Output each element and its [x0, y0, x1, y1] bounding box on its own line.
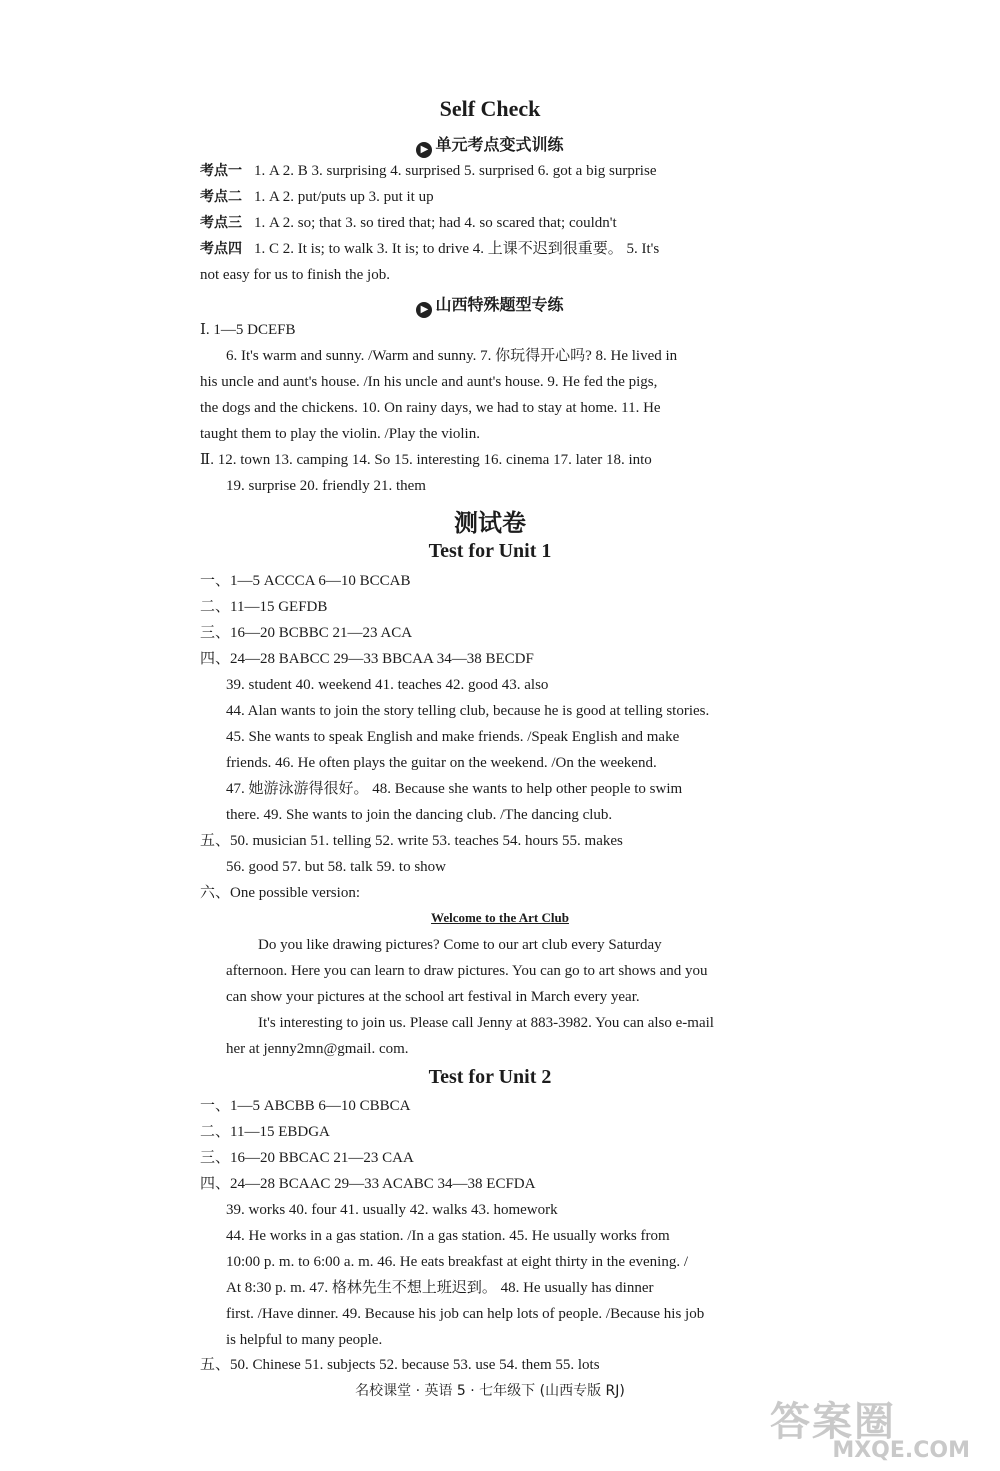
section-unit-points-heading — [0, 132, 980, 158]
essay-line-5: her at jenny2mn@gmail. com. — [226, 1041, 409, 1057]
u2-line-8: At 8:30 p. m. 47. 格林先生不想上班迟到。 48. He usually has dinner — [226, 1280, 654, 1296]
u2-line-7: 10:00 p. m. to 6:00 a. m. 46. He eats breakfast at eight thirty in the evening. / — [226, 1254, 688, 1270]
s2-line-2: 6. It's warm and sunny. /Warm and sunny. 7. 你玩得开心吗? 8. He lived in — [226, 348, 678, 364]
u1-line-3: 三、16—20 BCBBC 21—23 ACA — [200, 625, 413, 641]
u1-line-11: 五、50. musician 51. telling 52. write 53. teaches 54. hours 55. makes — [200, 833, 623, 849]
s2-line-4: the dogs and the chickens. 10. On rainy days, we had to stay at home. 11. He — [200, 400, 661, 416]
watermark-logo: 答案圈 — [770, 1399, 896, 1445]
u2-line-5: 39. works 40. four 41. usually 42. walks 43. homework — [226, 1202, 558, 1218]
u1-line-8: friends. 46. He often plays the guitar on the weekend. /On the weekend. — [226, 755, 657, 771]
kd4-label: 考点四 — [200, 241, 242, 257]
u1-line-2: 二、11—15 GEFDB — [200, 599, 328, 615]
u2-line-6: 44. He works in a gas station. /In a gas station. 45. He usually works from — [226, 1228, 670, 1244]
play-arrow-icon: ▶ — [416, 302, 432, 318]
unit1-title: Test for Unit 1 — [428, 540, 552, 562]
u2-line-4: 四、24—28 BCAAC 29—33 ACABC 34—38 ECFDA — [200, 1176, 536, 1192]
watermark-url: MXQE.COM — [832, 1438, 970, 1463]
section-shanxi-label: 山西特殊题型专练 — [435, 295, 564, 314]
u2-line-2: 二、11—15 EBDGA — [200, 1124, 330, 1140]
test-paper-title: 测试卷 — [454, 509, 526, 537]
kd2-text: 1. A 2. put/puts up 3. put it up — [254, 189, 434, 205]
u1-line-7: 45. She wants to speak English and make friends. /Speak English and make — [226, 729, 680, 745]
u2-line-1: 一、1—5 ABCBB 6—10 CBBCA — [200, 1098, 411, 1114]
essay-title: Welcome to the Art Club — [431, 910, 569, 925]
u1-line-4: 四、24—28 BABCC 29—33 BBCAA 34—38 BECDF — [200, 651, 534, 667]
u2-line-9: first. /Have dinner. 49. Because his job can help lots of people. /Because his job — [226, 1306, 705, 1322]
kd2-row — [200, 187, 434, 207]
kd1-text: 1. A 2. B 3. surprising 4. surprised 5. surprised 6. got a big surprise — [254, 163, 657, 179]
kd3-row — [200, 213, 617, 233]
essay-line-4: It's interesting to join us. Please call Jenny at 883-3982. You can also e-mail — [258, 1015, 714, 1031]
kd3-text: 1. A 2. so; that 3. so tired that; had 4. so scared that; couldn't — [254, 215, 617, 231]
s2-line-3: his uncle and aunt's house. /In his uncle and aunt's house. 9. He fed the pigs, — [200, 374, 658, 390]
u1-line-5: 39. student 40. weekend 41. teaches 42. good 43. also — [226, 677, 549, 693]
s2-line-1: Ⅰ. 1—5 DCEFB — [200, 322, 296, 338]
kd4-text-cont: not easy for us to finish the job. — [200, 267, 390, 283]
kd1-row — [200, 161, 656, 181]
self-check-title: Self Check — [439, 96, 541, 121]
kd2-label: 考点二 — [200, 189, 242, 205]
u2-line-11: 五、50. Chinese 51. subjects 52. because 53. use 54. them 55. lots — [200, 1357, 600, 1373]
u1-line-13: 六、One possible version: — [200, 885, 360, 901]
s2-line-5: taught them to play the violin. /Play the violin. — [200, 426, 480, 442]
s2-line-7: 19. surprise 20. friendly 21. them — [226, 478, 426, 494]
u2-line-10: is helpful to many people. — [226, 1332, 383, 1348]
s2-line-6: Ⅱ. 12. town 13. camping 14. So 15. interesting 16. cinema 17. later 18. into — [200, 452, 652, 468]
essay-line-1: Do you like drawing pictures? Come to our art club every Saturday — [258, 937, 662, 953]
section-unit-points-label: 单元考点变式训练 — [435, 135, 564, 154]
u1-line-10: there. 49. She wants to join the dancing club. /The dancing club. — [226, 807, 613, 823]
u1-line-6: 44. Alan wants to join the story telling club, because he is good at telling stories. — [226, 703, 710, 719]
kd4-text: 1. C 2. It is; to walk 3. It is; to drive 4. 上课不迟到很重要。 5. It's — [254, 241, 660, 257]
essay-line-2: afternoon. Here you can learn to draw pictures. You can go to art shows and you — [226, 963, 708, 979]
kd4-row — [200, 239, 659, 259]
essay-line-3: can show your pictures at the school art festival in March every year. — [226, 989, 640, 1005]
unit2-title: Test for Unit 2 — [428, 1066, 552, 1088]
kd1-label: 考点一 — [200, 163, 242, 179]
page-footer: 名校课堂 · 英语 5 · 七年级下 (山西专版 RJ) — [355, 1383, 625, 1399]
u1-line-12: 56. good 57. but 58. talk 59. to show — [226, 859, 446, 875]
u1-line-9: 47. 她游泳游得很好。 48. Because she wants to help other people to swim — [226, 781, 683, 797]
kd3-label: 考点三 — [200, 215, 242, 231]
watermark — [770, 1399, 970, 1463]
u2-line-3: 三、16—20 BBCAC 21—23 CAA — [200, 1150, 414, 1166]
section-shanxi-heading — [0, 292, 980, 318]
u1-line-1: 一、1—5 ACCCA 6—10 BCCAB — [200, 573, 411, 589]
play-arrow-icon: ▶ — [416, 142, 432, 158]
